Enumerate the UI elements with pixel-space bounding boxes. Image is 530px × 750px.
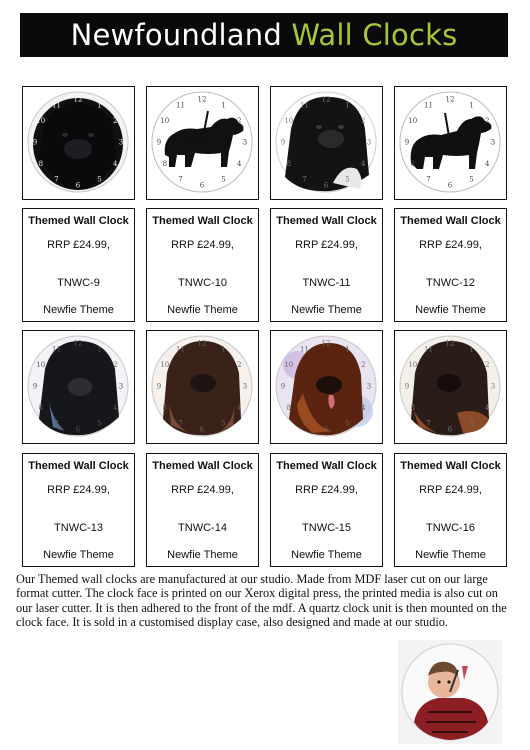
clock-numeral: 1	[221, 345, 226, 354]
product-title: Themed Wall Clock	[152, 215, 253, 227]
clock-numeral: 8	[38, 160, 44, 168]
clock-numeral: 12	[197, 95, 207, 104]
clock-numeral: 11	[52, 345, 61, 354]
product-price: RRP £24.99,	[295, 239, 358, 251]
clock-numeral: 3	[242, 382, 248, 391]
title-accent: Wall Clocks	[291, 18, 458, 52]
product-card-tnwc-13[interactable]	[22, 453, 135, 567]
clock-numeral: 1	[97, 101, 102, 110]
product-price: RRP £24.99,	[419, 484, 482, 496]
clock-numeral: 8	[286, 404, 292, 412]
clock-numeral: 2	[236, 117, 242, 125]
clock-numeral: 3	[366, 382, 372, 391]
clock-numeral: 8	[410, 404, 416, 412]
clock-numeral: 4	[360, 160, 366, 168]
clock-numeral: 2	[112, 117, 118, 125]
product-card-tnwc-12[interactable]	[394, 208, 507, 322]
baby-clock-photo	[398, 640, 502, 744]
product-card-tnwc-10[interactable]	[146, 208, 259, 322]
product-code: TNWC-9	[57, 277, 100, 289]
product-title: Themed Wall Clock	[152, 460, 253, 472]
title-banner	[20, 13, 508, 57]
product-theme: Newfie Theme	[43, 549, 114, 561]
clock-numeral: 12	[73, 95, 83, 104]
clock-numeral: 7	[54, 419, 59, 428]
product-card-tnwc-9[interactable]	[22, 208, 135, 322]
product-card-tnwc-16[interactable]	[394, 453, 507, 567]
clock-numeral: 10	[36, 361, 46, 369]
clock-numeral: 6	[199, 181, 205, 190]
clock-numeral: 10	[408, 361, 418, 369]
clock-numeral: 9	[280, 382, 286, 391]
product-theme: Newfie Theme	[415, 304, 486, 316]
product-code: TNWC-12	[426, 277, 475, 289]
clock-face	[149, 89, 255, 195]
product-theme: Newfie Theme	[167, 549, 238, 561]
clock-numeral: 5	[469, 175, 474, 184]
clock-numeral: 6	[199, 425, 205, 434]
clock-numeral: 4	[236, 404, 242, 412]
page-title	[71, 18, 458, 52]
product-code: TNWC-16	[426, 522, 475, 534]
clock-numeral: 11	[424, 345, 433, 354]
product-code: TNWC-14	[178, 522, 227, 534]
clock-numeral: 11	[176, 345, 185, 354]
clock-numeral: 7	[302, 419, 307, 428]
product-price: RRP £24.99,	[295, 484, 358, 496]
clock-numeral: 11	[52, 101, 61, 110]
product-theme: Newfie Theme	[291, 549, 362, 561]
clock-numeral: 3	[118, 382, 124, 391]
clock-numeral: 9	[32, 382, 38, 391]
clock-numeral: 7	[302, 175, 307, 184]
clock-image-tnwc-16[interactable]	[394, 330, 507, 444]
clock-numeral: 1	[345, 101, 350, 110]
product-card-tnwc-14[interactable]	[146, 453, 259, 567]
product-price: RRP £24.99,	[47, 484, 110, 496]
clock-numeral: 2	[236, 361, 242, 369]
product-theme: Newfie Theme	[43, 304, 114, 316]
clock-image-tnwc-10[interactable]	[146, 86, 259, 200]
product-card-tnwc-15[interactable]	[270, 453, 383, 567]
clock-numeral: 6	[447, 181, 453, 190]
product-code: TNWC-15	[302, 522, 351, 534]
clock-numeral: 4	[484, 160, 490, 168]
clock-numeral: 8	[286, 160, 292, 168]
product-title: Themed Wall Clock	[400, 215, 501, 227]
product-theme: Newfie Theme	[415, 549, 486, 561]
product-title: Themed Wall Clock	[400, 460, 501, 472]
clock-numeral: 2	[112, 361, 118, 369]
clock-numeral: 10	[160, 117, 170, 125]
clock-numeral: 5	[345, 419, 350, 428]
clock-numeral: 2	[484, 117, 490, 125]
product-code: TNWC-11	[302, 277, 351, 289]
clock-numeral: 1	[345, 345, 350, 354]
clock-face	[149, 333, 255, 439]
product-price: RRP £24.99,	[171, 484, 234, 496]
product-title: Themed Wall Clock	[276, 460, 377, 472]
clock-numeral: 2	[360, 361, 366, 369]
clock-numeral: 12	[73, 339, 83, 348]
clock-numeral: 9	[404, 382, 410, 391]
clock-numeral: 3	[490, 138, 496, 147]
clock-numeral: 3	[242, 138, 248, 147]
clock-numeral: 3	[118, 138, 124, 147]
clock-numeral: 6	[323, 425, 329, 434]
clock-numeral: 12	[445, 339, 455, 348]
clock-numeral: 5	[469, 419, 474, 428]
clock-numeral: 9	[280, 138, 286, 147]
clock-numeral: 1	[221, 101, 226, 110]
clock-numeral: 8	[162, 404, 168, 412]
clock-image-tnwc-11[interactable]	[270, 86, 383, 200]
clock-face	[273, 333, 379, 439]
clock-numeral: 9	[404, 138, 410, 147]
clock-numeral: 11	[176, 101, 185, 110]
clock-numeral: 4	[484, 404, 490, 412]
clock-numeral: 9	[156, 138, 162, 147]
product-title: Themed Wall Clock	[28, 215, 129, 227]
clock-numeral: 6	[323, 181, 329, 190]
clock-numeral: 9	[32, 138, 38, 147]
product-code: TNWC-13	[54, 522, 103, 534]
clock-numeral: 4	[360, 404, 366, 412]
clock-numeral: 5	[97, 419, 102, 428]
clock-numeral: 12	[321, 339, 331, 348]
clock-image-tnwc-15[interactable]	[270, 330, 383, 444]
clock-numeral: 6	[75, 425, 81, 434]
clock-numeral: 12	[321, 95, 331, 104]
clock-numeral: 6	[447, 425, 453, 434]
clock-numeral: 4	[112, 160, 118, 168]
description-paragraph: Our Themed wall clocks are manufactured at our studio. Made from MDF laser cut on our large format cutter. The clock face is printed on our Xerox digital press, the printed media is also cut on our laser cutter. It is then adhered to the front of the mdf. A quartz clock unit is then mounted on the clock face. It is sold in a customised display case, also designed and made at our studio.	[16, 572, 507, 630]
clock-numeral: 7	[178, 419, 183, 428]
clock-face	[273, 89, 379, 195]
clock-numeral: 10	[408, 117, 418, 125]
clock-image-tnwc-9[interactable]	[22, 86, 135, 200]
clock-numeral: 7	[426, 419, 431, 428]
clock-numeral: 7	[54, 175, 59, 184]
clock-face	[25, 89, 131, 195]
clock-numeral: 8	[410, 160, 416, 168]
product-theme: Newfie Theme	[167, 304, 238, 316]
product-card-tnwc-11[interactable]	[270, 208, 383, 322]
clock-numeral: 1	[97, 345, 102, 354]
clock-numeral: 7	[426, 175, 431, 184]
clock-image-tnwc-12[interactable]	[394, 86, 507, 200]
clock-numeral: 5	[97, 175, 102, 184]
clock-numeral: 1	[469, 345, 474, 354]
title-main: Newfoundland	[70, 18, 282, 52]
clock-numeral: 11	[424, 101, 433, 110]
clock-numeral: 4	[236, 160, 242, 168]
clock-numeral: 8	[38, 404, 44, 412]
clock-numeral: 10	[284, 361, 294, 369]
clock-numeral: 10	[160, 361, 170, 369]
clock-numeral: 5	[221, 419, 226, 428]
clock-image-tnwc-14[interactable]	[146, 330, 259, 444]
product-title: Themed Wall Clock	[28, 460, 129, 472]
clock-numeral: 10	[284, 117, 294, 125]
clock-numeral: 5	[345, 175, 350, 184]
clock-face	[25, 333, 131, 439]
product-price: RRP £24.99,	[171, 239, 234, 251]
clock-image-tnwc-13[interactable]	[22, 330, 135, 444]
clock-numeral: 12	[445, 95, 455, 104]
product-title: Themed Wall Clock	[276, 215, 377, 227]
clock-numeral: 7	[178, 175, 183, 184]
clock-numeral: 11	[300, 101, 309, 110]
product-price: RRP £24.99,	[419, 239, 482, 251]
clock-numeral: 1	[469, 101, 474, 110]
clock-numeral: 3	[490, 382, 496, 391]
clock-numeral: 10	[36, 117, 46, 125]
clock-numeral: 8	[162, 160, 168, 168]
clock-numeral: 2	[360, 117, 366, 125]
clock-numeral: 4	[112, 404, 118, 412]
clock-numeral: 5	[221, 175, 226, 184]
clock-face	[397, 333, 503, 439]
clock-numeral: 9	[156, 382, 162, 391]
product-price: RRP £24.99,	[47, 239, 110, 251]
clock-numeral: 2	[484, 361, 490, 369]
product-code: TNWC-10	[178, 277, 227, 289]
product-theme: Newfie Theme	[291, 304, 362, 316]
clock-numeral: 6	[75, 181, 81, 190]
clock-numeral: 12	[197, 339, 207, 348]
clock-face	[397, 89, 503, 195]
clock-numeral: 3	[366, 138, 372, 147]
clock-numeral: 11	[300, 345, 309, 354]
